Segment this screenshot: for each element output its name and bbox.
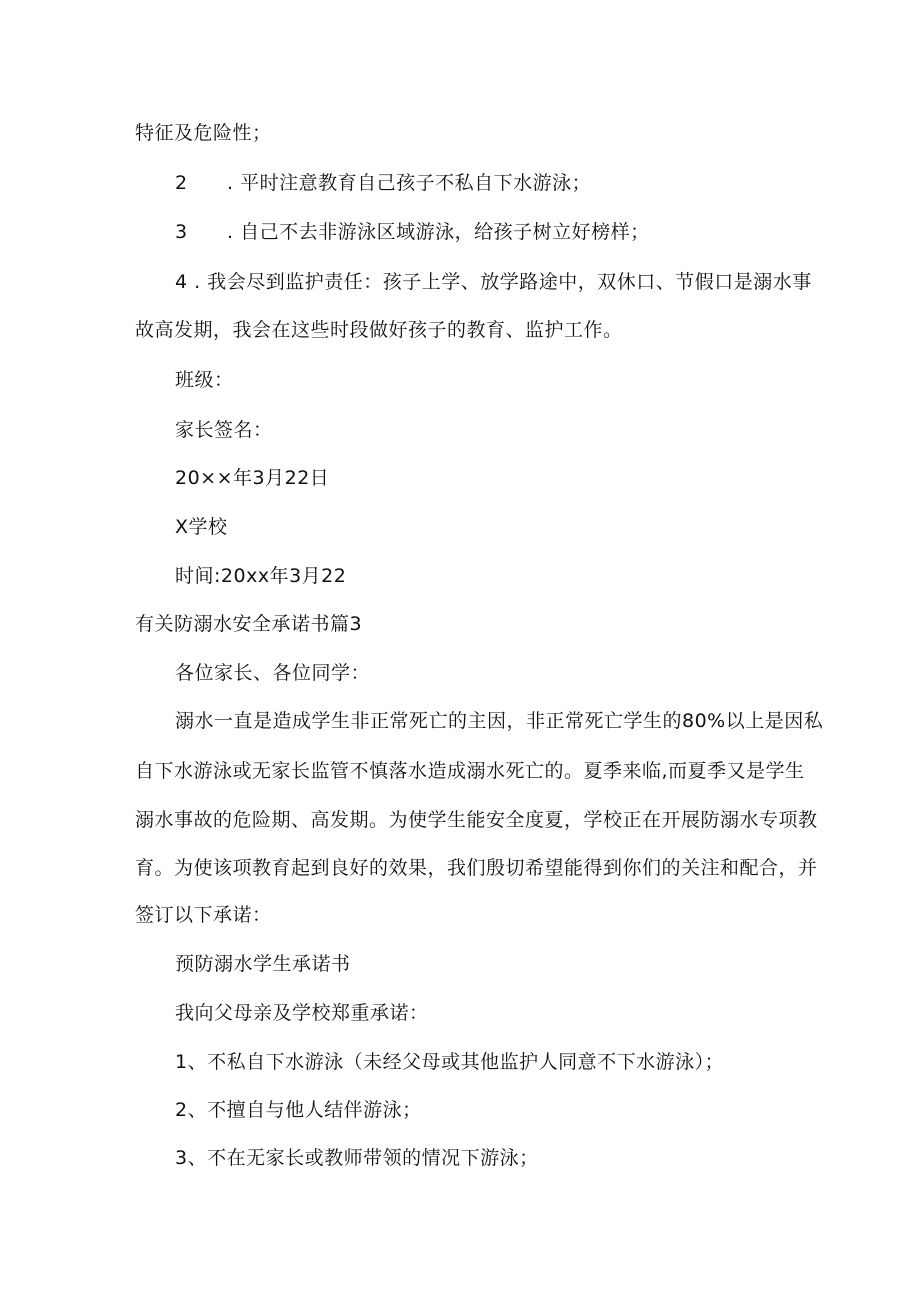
time-line: 时间:20xx年3月22: [175, 565, 347, 587]
paragraph-line: 育。为使该项教育起到良好的效果，我们殷切希望能得到你们的关注和配合，并: [135, 857, 818, 879]
greeting: 各位家长、各位同学：: [175, 662, 371, 684]
pledge-item: 2、不擅自与他人结伴游泳；: [175, 1099, 422, 1121]
list-number: 2: [175, 172, 188, 194]
paragraph-line: 自下水游泳或无家长监管不慎落水造成溺水死亡的。夏季来临,而夏季又是学生: [135, 760, 805, 782]
pledge-item: 1、不私自下水游泳（未经父母或其他监护人同意不下水游泳）；: [175, 1051, 725, 1073]
section-heading: 有关防溺水安全承诺书篇3: [135, 613, 363, 635]
sub-title: 预防溺水学生承诺书: [175, 953, 351, 975]
parent-signature-label: 家长签名：: [175, 419, 273, 441]
pledge-item: 3、不在无家长或教师带领的情况下游泳；: [175, 1147, 539, 1169]
list-item-text: 4 . 我会尽到监护责任：孩子上学、放学路途中，双休口、节假口是溺水事: [175, 271, 812, 293]
list-item-text: . 平时注意教育自己孩子不私自下水游泳；: [227, 172, 592, 194]
class-label: 班级：: [175, 369, 234, 391]
pledge-intro: 我向父母亲及学校郑重承诺：: [175, 1002, 429, 1024]
list-number: 3: [175, 221, 188, 243]
paragraph-line: 溺水事故的危险期、高发期。为使学生能安全度夏，学校正在开展防溺水专项教: [135, 809, 818, 831]
paragraph-line: 签订以下承诺：: [135, 904, 272, 926]
text-line: 特征及危险性；: [135, 122, 272, 144]
date-line: 20××年3月22日: [175, 467, 330, 489]
school-name: X学校: [175, 516, 228, 538]
list-item-text: . 自己不去非游泳区域游泳，给孩子树立好榜样；: [227, 221, 650, 243]
text-line: 故高发期，我会在这些时段做好孩子的教育、监护工作。: [135, 319, 623, 341]
paragraph-line: 溺水一直是造成学生非正常死亡的主因，非正常死亡学生的80%以上是因私: [175, 710, 824, 732]
